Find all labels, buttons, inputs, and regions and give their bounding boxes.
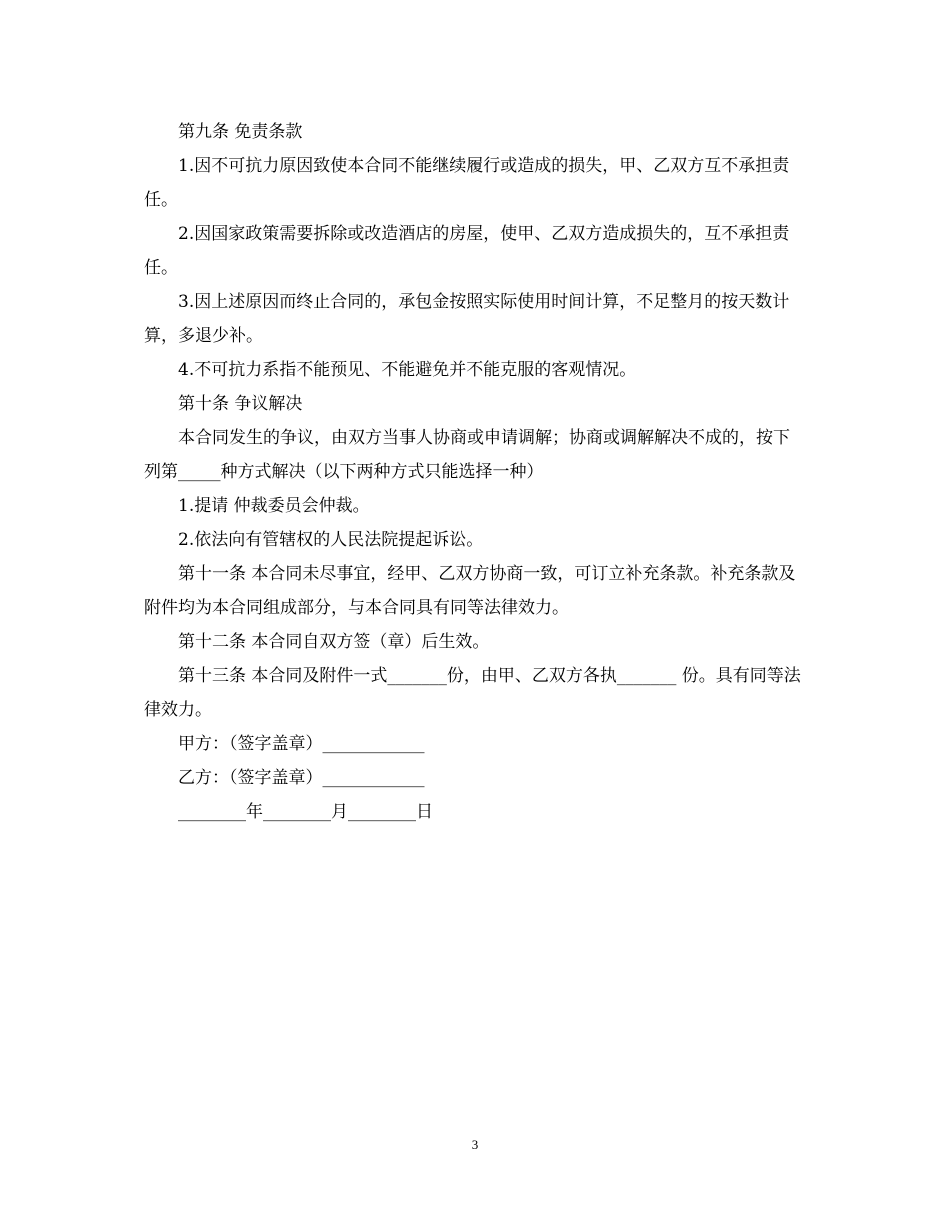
- article-13: 第十三条 本合同及附件一式_______份，由甲、乙双方各执_______ 份。具有同等法律效力。: [144, 666, 801, 720]
- document-body: [144, 115, 806, 829]
- article-9-heading: 第九条 免责条款: [178, 122, 303, 142]
- article-10-body: 本合同发生的争议，由双方当事人协商或申请调解；协商或调解解决不成的，按下列第_____种方式解决（以下两种方式只能选择一种）: [144, 428, 790, 482]
- page-number: 3: [471, 1137, 479, 1152]
- article-12: 第十二条 本合同自双方签（章）后生效。: [178, 632, 490, 652]
- party-b-signature-line: 乙方：（签字盖章）____________: [178, 768, 425, 788]
- date-line: ________年________月________日: [178, 802, 433, 822]
- article-11: 第十一条 本合同未尽事宜，经甲、乙双方协商一致，可订立补充条款。补充条款及附件均为本合同组成部分，与本合同具有同等法律效力。: [144, 564, 796, 618]
- article-10-option-1: 1.提请 仲裁委员会仲裁。: [178, 496, 370, 516]
- article-10-heading: 第十条 争议解决: [178, 394, 303, 414]
- article-9-clause-2: 2.因国家政策需要拆除或改造酒店的房屋，使甲、乙双方造成损失的，互不承担责任。: [144, 224, 790, 278]
- article-9-clause-4: 4.不可抗力系指不能预见、不能避免并不能克服的客观情况。: [178, 360, 637, 380]
- article-9-clause-1: 1.因不可抗力原因致使本合同不能继续履行或造成的损失，甲、乙双方互不承担责任。: [144, 156, 790, 210]
- article-10-option-2: 2.依法向有管辖权的人民法院提起诉讼。: [178, 530, 484, 550]
- party-a-signature-line: 甲方：（签字盖章）____________: [178, 734, 425, 754]
- article-9-clause-3: 3.因上述原因而终止合同的，承包金按照实际使用时间计算，不足整月的按天数计算，多退少补。: [144, 292, 790, 346]
